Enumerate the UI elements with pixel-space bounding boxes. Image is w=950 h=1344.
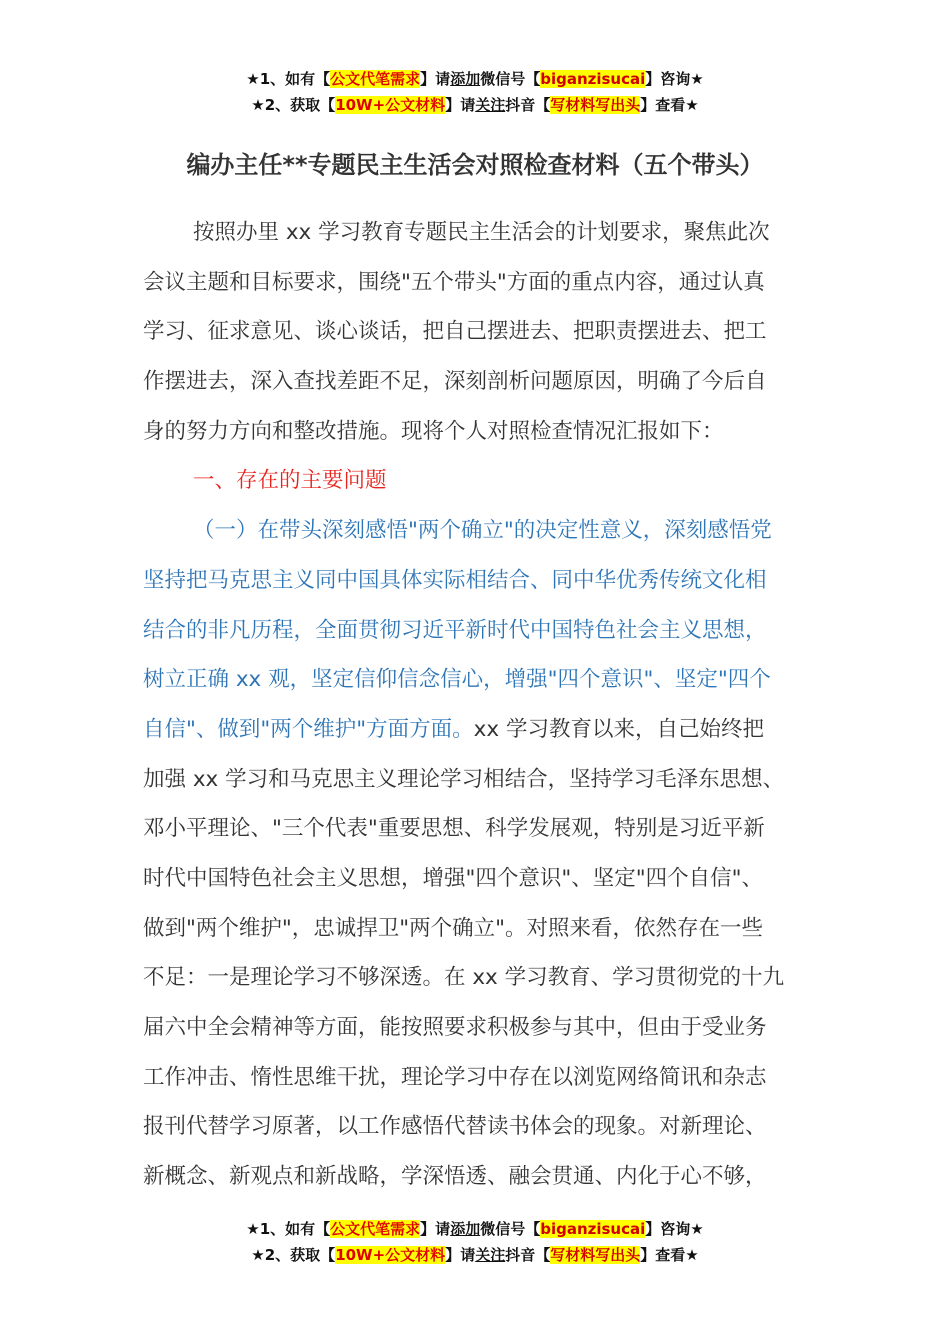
body-line: 报刊代替学习原著，以工作感悟代替读书体会的现象。对新理论、 bbox=[143, 1114, 767, 1140]
body-line: 工作冲击、惰性思维干扰，理论学习中存在以浏览网络简讯和杂志 bbox=[143, 1064, 767, 1090]
body-line: 做到"两个维护"，忠诚捍卫"两个确立"。对照来看，依然存在一些 bbox=[143, 915, 764, 941]
banner-line-2: ★2、获取【10W+公文材料】请关注抖音【写材料写出头】查看★ bbox=[251, 96, 699, 114]
body-line: 按照办里 xx 学习教育专题民主生活会的计划要求，聚焦此次 bbox=[193, 220, 770, 245]
body-line: 邓小平理论、"三个代表"重要思想、科学发展观，特别是习近平新 bbox=[143, 816, 765, 842]
body-text: xx 学习教育以来，自己始终把 bbox=[473, 716, 764, 742]
body-line: 时代中国特色社会主义思想，增强"四个意识"、坚定"四个自信"、 bbox=[143, 865, 764, 891]
banner-highlight: 10W+公文材料 bbox=[335, 96, 446, 114]
body-line: 学习、征求意见、谈心谈话，把自己摆进去、把职责摆进去、把工 bbox=[143, 319, 767, 345]
banner-line-1: ★1、如有【公文代笔需求】请添加微信号【biganzisucai】咨询★ bbox=[246, 1220, 704, 1238]
banner-highlight: 公文代笔需求 bbox=[330, 70, 421, 88]
subsection-heading-line: （一）在带头深刻感悟"两个确立"的决定性意义，深刻感悟党 bbox=[193, 518, 772, 544]
wechat-id[interactable]: biganzisucai bbox=[540, 1220, 646, 1238]
banner-line-1: ★1、如有【公文代笔需求】请添加微信号【biganzisucai】咨询★ bbox=[246, 70, 704, 88]
douyin-account[interactable]: 写材料写出头 bbox=[550, 1246, 641, 1264]
subsection-heading-line: 坚持把马克思主义同中国具体实际相结合、同中华优秀传统文化相 bbox=[143, 567, 767, 593]
banner-highlight: 10W+公文材料 bbox=[335, 1246, 446, 1264]
douyin-account[interactable]: 写材料写出头 bbox=[550, 96, 641, 114]
bottom-banner bbox=[0, 1216, 950, 1268]
body-line: 新概念、新观点和新战略，学深悟透、融会贯通、内化于心不够， bbox=[143, 1164, 767, 1190]
document-body bbox=[143, 208, 808, 1202]
banner-highlight: 公文代笔需求 bbox=[330, 1220, 421, 1238]
subsection-heading-line: 结合的非凡历程，全面贯彻习近平新时代中国特色社会主义思想， bbox=[143, 617, 767, 643]
body-line: 身的努力方向和整改措施。现将个人对照检查情况汇报如下： bbox=[143, 418, 724, 444]
top-banner bbox=[0, 66, 950, 118]
body-line: 加强 xx 学习和马克思主义理论学习相结合，坚持学习毛泽东思想、 bbox=[143, 766, 785, 792]
body-line: 作摆进去，深入查找差距不足，深刻剖析问题原因，明确了今后自 bbox=[143, 369, 767, 395]
body-line: 会议主题和目标要求，围绕"五个带头"方面的重点内容，通过认真 bbox=[143, 269, 765, 295]
section-heading: 一、存在的主要问题 bbox=[193, 468, 387, 494]
subsection-heading-end: 自信"、做到"两个维护"方面方面。 bbox=[143, 716, 474, 742]
banner-line-2: ★2、获取【10W+公文材料】请关注抖音【写材料写出头】查看★ bbox=[251, 1246, 699, 1264]
mixed-line bbox=[143, 705, 808, 755]
wechat-id[interactable]: biganzisucai bbox=[540, 70, 646, 88]
body-line: 不足：一是理论学习不够深透。在 xx 学习教育、学习贯彻党的十九 bbox=[143, 965, 785, 991]
body-line: 届六中全会精神等方面，能按照要求积极参与其中，但由于受业务 bbox=[143, 1015, 767, 1040]
subsection-heading-line: 树立正确 xx 观，坚定信仰信念信心，增强"四个意识"、坚定"四个 bbox=[143, 667, 771, 693]
document-title: 编办主任**专题民主生活会对照检查材料（五个带头） bbox=[186, 151, 764, 179]
